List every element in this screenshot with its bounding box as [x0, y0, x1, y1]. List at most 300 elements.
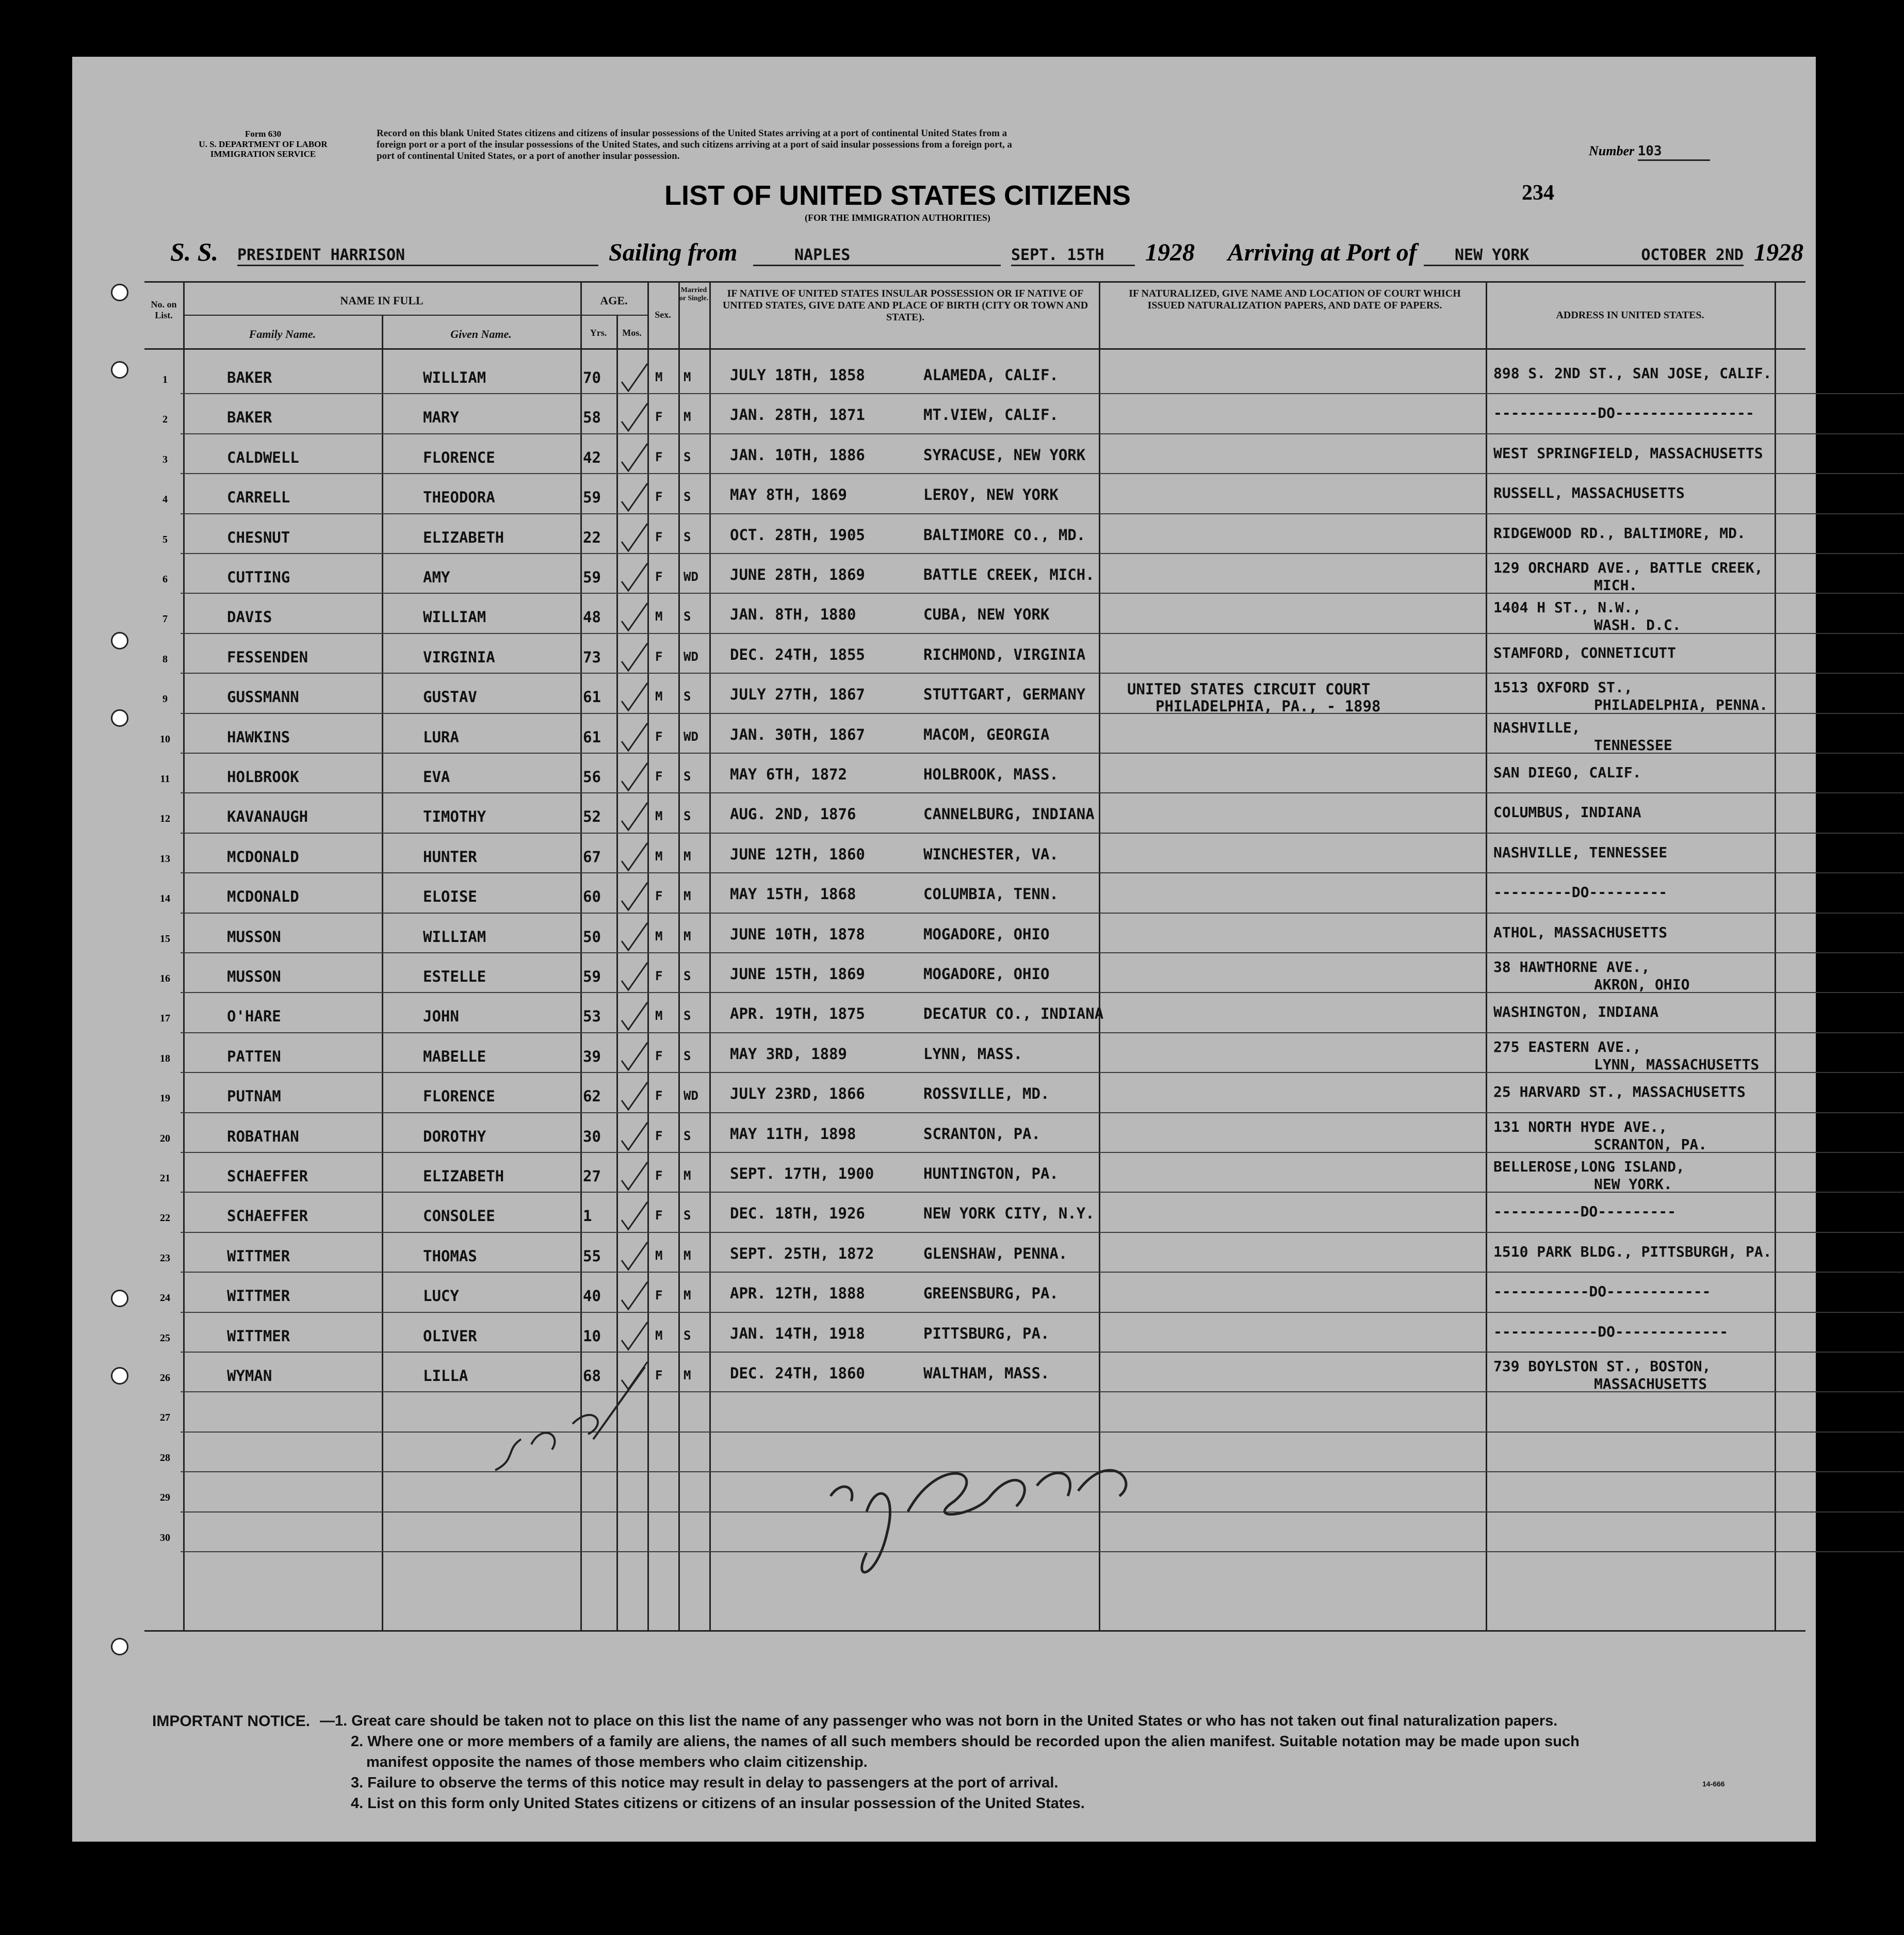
given-name: HUNTER [423, 848, 477, 866]
address-line-1: NASHVILLE, TENNESSEE [1493, 843, 1668, 861]
number-value: 103 [1638, 144, 1710, 161]
family-name: GUSSMANN [227, 688, 299, 706]
birth-date: APR. 19TH, 1875 [730, 1005, 865, 1023]
address-line-1: 131 NORTH HYDE AVE., [1493, 1118, 1668, 1135]
age-years: 39 [583, 1047, 601, 1065]
address-line-2: PHILADELPHIA, PENNA. [1594, 696, 1768, 714]
row-number: 29 [160, 1492, 170, 1504]
sailing-label: Sailing from [609, 239, 738, 266]
service: IMMIGRATION SERVICE [210, 149, 316, 159]
row-number: 30 [160, 1532, 170, 1543]
check-mark-icon [619, 1279, 650, 1315]
birth-date: JAN. 10TH, 1886 [730, 446, 865, 464]
birth-place: HOLBROOK, MASS. [923, 766, 1059, 783]
family-name: FESSENDEN [227, 648, 308, 666]
binder-hole [111, 361, 128, 379]
header-naturalized: IF NATURALIZED, GIVE NAME AND LOCATION OF COURT WHICH ISSUED NATURALIZATION PAPERS, AND DATE OF PAPERS. [1129, 288, 1461, 311]
birth-place: GLENSHAW, PENNA. [923, 1244, 1068, 1262]
sex: M [655, 809, 663, 824]
sex: F [655, 1048, 663, 1063]
inspector-signature [820, 1408, 1156, 1604]
address-line-1: STAMFORD, CONNETICUTT [1493, 644, 1677, 661]
marital-status: S [684, 769, 691, 784]
age-years: 56 [583, 768, 601, 786]
address-line-1: NASHVILLE, [1493, 719, 1581, 736]
form-subtitle: (FOR THE IMMIGRATION AUTHORITIES) [805, 213, 990, 223]
age-years: 68 [583, 1367, 601, 1385]
sex: F [655, 969, 663, 983]
age-years: 70 [583, 369, 601, 386]
birth-date: SEPT. 25TH, 1872 [730, 1244, 874, 1262]
binder-hole [111, 709, 128, 727]
notice-item-2-cont: manifest opposite the names of those members who claim citizenship. [366, 1754, 868, 1770]
age-years: 59 [583, 968, 601, 985]
sex: F [655, 889, 663, 904]
address-line-2: MICH. [1594, 577, 1638, 594]
age-years: 10 [583, 1327, 601, 1345]
row-number: 1 [162, 374, 168, 385]
given-name: MARY [423, 409, 459, 427]
birth-date: JUNE 12TH, 1860 [730, 845, 865, 863]
department: U. S. DEPARTMENT OF LABOR [199, 139, 328, 149]
given-name: LURA [423, 728, 459, 746]
address-line-1: 1513 OXFORD ST., [1493, 679, 1633, 696]
sex: F [655, 1088, 663, 1103]
given-name: CONSOLEE [423, 1207, 495, 1225]
marital-status: S [684, 490, 691, 505]
marital-status: M [684, 929, 691, 944]
address-line-1: BELLEROSE,LONG ISLAND, [1493, 1158, 1685, 1175]
marital-status: S [684, 529, 691, 544]
birth-date: JULY 18TH, 1858 [730, 366, 865, 384]
address-line-1: ----------DO--------- [1493, 1203, 1677, 1221]
marital-status: WD [684, 649, 698, 664]
notice-item-1: —1. Great care should be taken not to place on this list the name of any passenger who was not born in the United States or who has not taken out final naturalization papers. [320, 1713, 1558, 1729]
check-mark-icon [619, 361, 650, 397]
arriving-label: Arriving at Port of [1228, 239, 1417, 266]
row-number: 12 [160, 813, 170, 825]
marital-status: S [684, 1328, 691, 1343]
sex: M [655, 849, 663, 864]
birth-date: DEC. 18TH, 1926 [730, 1205, 865, 1223]
given-name: WILLIAM [423, 608, 486, 626]
address-line-1: ------------DO---------------- [1493, 404, 1754, 422]
binder-hole [111, 1638, 128, 1655]
check-mark-icon [619, 920, 650, 956]
instruction-line-1: Record on this blank United States citizens and citizens of insular possessions of the United States arriving at a port of continental United States from a [377, 128, 1007, 139]
age-years: 55 [583, 1247, 601, 1265]
age-years: 53 [583, 1007, 601, 1026]
given-name: ELOISE [423, 888, 477, 906]
col-rule [1775, 281, 1776, 1630]
row-number: 5 [162, 533, 168, 545]
given-name: GUSTAV [423, 688, 477, 706]
birth-place: NEW YORK CITY, N.Y. [923, 1205, 1095, 1223]
number-label: Number [1589, 143, 1635, 158]
table-bottom-rule [144, 1630, 1805, 1632]
row-number: 28 [160, 1452, 170, 1464]
row-number: 24 [160, 1292, 170, 1304]
col-rule [678, 281, 680, 1630]
marital-status: S [684, 969, 691, 983]
sex: M [655, 1248, 663, 1263]
age-years: 60 [583, 888, 601, 906]
marital-status: M [684, 889, 691, 904]
sex: F [655, 649, 663, 664]
address-line-1: 275 EASTERN AVE., [1493, 1038, 1641, 1055]
address-line-1: 1404 H ST., N.W., [1493, 599, 1641, 616]
age-years: 73 [583, 648, 601, 666]
address-line-1: ------------DO------------- [1493, 1323, 1729, 1340]
birth-date: JULY 27TH, 1867 [730, 686, 865, 704]
age-years: 59 [583, 568, 601, 586]
row-number: 8 [162, 653, 168, 665]
marital-status: M [684, 1288, 691, 1303]
col-rule [382, 315, 383, 1630]
header-family: Family Name. [249, 328, 316, 340]
family-name: WITTMER [227, 1327, 290, 1345]
notice-heading: IMPORTANT NOTICE. [152, 1713, 311, 1730]
row-rule [181, 1032, 1903, 1033]
row-number: 21 [160, 1173, 170, 1184]
family-name: CARRELL [227, 489, 290, 507]
row-number: 4 [162, 494, 168, 506]
row-number: 27 [160, 1412, 170, 1424]
check-mark-icon [619, 561, 650, 597]
row-number: 7 [162, 613, 168, 625]
family-name: SCHAEFFER [227, 1167, 308, 1185]
marital-status: M [684, 1248, 691, 1263]
birth-date: DEC. 24TH, 1860 [730, 1364, 865, 1382]
form-title: LIST OF UNITED STATES CITIZENS [664, 180, 1131, 211]
marital-status: S [684, 1009, 691, 1023]
col-rule [183, 281, 185, 1630]
family-name: CALDWELL [227, 448, 299, 466]
birth-place: LYNN, MASS. [923, 1045, 1023, 1063]
check-mark-icon [619, 401, 650, 437]
check-mark-icon [619, 1199, 650, 1235]
sex: F [655, 570, 663, 584]
family-name: BAKER [227, 409, 272, 427]
manifest-sheet [72, 57, 1816, 1842]
sex: F [655, 1128, 663, 1143]
ship-name: PRESIDENT HARRISON [237, 247, 598, 266]
row-number: 3 [162, 453, 168, 465]
row-number: 13 [160, 853, 170, 865]
family-name: MCDONALD [227, 848, 299, 866]
row-rule [181, 872, 1903, 873]
address-line-2: NEW YORK. [1594, 1176, 1672, 1193]
sail-year: 1928 [1145, 239, 1195, 266]
check-mark-icon [619, 521, 650, 557]
birth-place: CANNELBURG, INDIANA [923, 805, 1095, 823]
family-name: DAVIS [227, 608, 272, 626]
marital-status: S [684, 609, 691, 624]
row-rule [181, 393, 1903, 394]
given-name: AMY [423, 568, 450, 586]
notice-item-3: 3. Failure to observe the terms of this notice may result in delay to passengers at the port of arrival. [351, 1775, 1059, 1791]
family-name: WYMAN [227, 1367, 272, 1385]
sex: F [655, 1368, 663, 1383]
given-name: OLIVER [423, 1327, 477, 1345]
address-line-2: SCRANTON, PA. [1594, 1135, 1707, 1153]
address-line-1: 739 BOYLSTON ST., BOSTON, [1493, 1358, 1711, 1375]
age-years: 58 [583, 409, 601, 427]
row-rule [181, 553, 1903, 554]
table-top-rule [144, 281, 1805, 283]
check-mark-icon [619, 680, 650, 717]
check-mark-icon [619, 600, 650, 637]
row-rule [181, 1232, 1903, 1233]
check-mark-icon [619, 1120, 650, 1156]
naturalization-place-date: PHILADELPHIA, PA., - 1898 [1156, 697, 1381, 716]
row-number: 11 [160, 773, 170, 785]
family-name: O'HARE [227, 1007, 281, 1026]
row-number: 26 [160, 1372, 170, 1384]
birth-place: BATTLE CREEK, MICH. [923, 566, 1095, 583]
sail-date: SEPT. 15TH [1011, 247, 1135, 266]
given-name: FLORENCE [423, 1087, 495, 1105]
sex: M [655, 689, 663, 704]
address-line-1: WASHINGTON, INDIANA [1493, 1003, 1659, 1021]
address-line-1: RUSSELL, MASSACHUSETTS [1493, 484, 1685, 502]
birth-place: DECATUR CO., INDIANA [923, 1005, 1104, 1023]
port-from: NAPLES [753, 247, 1001, 266]
row-number: 25 [160, 1332, 170, 1344]
given-name: ESTELLE [423, 968, 486, 985]
sex: M [655, 370, 663, 384]
row-rule [181, 913, 1903, 914]
check-mark-icon [619, 1080, 650, 1116]
age-years: 61 [583, 728, 601, 746]
address-line-1: -----------DO------------ [1493, 1283, 1711, 1300]
sex: F [655, 1288, 663, 1303]
header-birth: IF NATIVE OF UNITED STATES INSULAR POSSESSION OR IF NATIVE OF UNITED STATES, GIVE DATE AND PLACE OF BIRTH (CITY OR TOWN AND STATE). [722, 288, 1088, 323]
row-number: 17 [160, 1013, 170, 1025]
marital-status: S [684, 809, 691, 824]
header-mos: Mos. [622, 328, 642, 338]
header-yrs: Yrs. [590, 328, 607, 338]
address-line-1: ---------DO--------- [1493, 884, 1668, 901]
check-mark-icon [619, 1240, 650, 1276]
port-to: NEW YORK [1424, 247, 1620, 266]
birth-date: MAY 3RD, 1889 [730, 1045, 847, 1063]
birth-date: AUG. 2ND, 1876 [730, 805, 856, 823]
birth-date: DEC. 24TH, 1855 [730, 645, 865, 663]
page-stamp: 234 [1522, 181, 1554, 205]
header-name-in-full: NAME IN FULL [340, 294, 424, 307]
given-name: WILLIAM [423, 928, 486, 946]
address-line-2: AKRON, OHIO [1594, 976, 1690, 993]
family-name: KAVANAUGH [227, 808, 308, 826]
sex: F [655, 410, 663, 425]
birth-date: MAY 11TH, 1898 [730, 1125, 856, 1143]
birth-date: SEPT. 17TH, 1900 [730, 1165, 874, 1182]
birth-date: JUNE 15TH, 1869 [730, 965, 865, 983]
birth-place: MOGADORE, OHIO [923, 925, 1050, 943]
given-name: VIRGINIA [423, 648, 495, 666]
family-name: CUTTING [227, 568, 290, 586]
birth-place: MOGADORE, OHIO [923, 965, 1050, 983]
birth-date: MAY 15TH, 1868 [730, 885, 856, 903]
given-name: TIMOTHY [423, 808, 486, 826]
address-line-2: LYNN, MASSACHUSETTS [1594, 1055, 1760, 1073]
family-name: SCHAEFFER [227, 1207, 308, 1225]
birth-place: HUNTINGTON, PA. [923, 1165, 1059, 1182]
sex: M [655, 1328, 663, 1343]
given-name: LUCY [423, 1287, 459, 1305]
row-rule [181, 1272, 1903, 1273]
birth-date: OCT. 28TH, 1905 [730, 526, 865, 544]
birth-date: JULY 23RD, 1866 [730, 1085, 865, 1103]
address-line-1: 1510 PARK BLDG., PITTSBURGH, PA. [1493, 1243, 1772, 1260]
check-mark-icon [619, 1160, 650, 1196]
check-mark-icon [619, 481, 650, 517]
given-name: FLORENCE [423, 448, 495, 466]
age-years: 52 [583, 808, 601, 826]
check-mark-icon [619, 840, 650, 876]
marital-status: S [684, 449, 691, 464]
marital-status: S [684, 689, 691, 704]
address-line-1: ATHOL, MASSACHUSETTS [1493, 923, 1668, 941]
family-name: PATTEN [227, 1047, 281, 1065]
birth-place: MACOM, GEORGIA [923, 725, 1050, 743]
row-rule [181, 673, 1903, 674]
binder-hole [111, 632, 128, 649]
given-name: LILLA [423, 1367, 468, 1385]
header-address: ADDRESS IN UNITED STATES. [1556, 310, 1704, 321]
marital-status: M [684, 1168, 691, 1183]
given-name: JOHN [423, 1007, 459, 1026]
header-no: No. on List. [151, 299, 177, 320]
age-years: 67 [583, 848, 601, 866]
table-header-rule [144, 348, 1805, 350]
row-number: 22 [160, 1212, 170, 1224]
family-name: WITTMER [227, 1247, 290, 1265]
given-name: MABELLE [423, 1047, 486, 1065]
birth-date: APR. 12TH, 1888 [730, 1284, 865, 1303]
row-number: 10 [160, 733, 170, 745]
sex: F [655, 1208, 663, 1223]
birth-place: LEROY, NEW YORK [923, 486, 1059, 504]
address-line-1: 38 HAWTHORNE AVE., [1493, 958, 1650, 975]
row-number: 23 [160, 1252, 170, 1264]
header-age: AGE. [600, 294, 628, 307]
row-rule [181, 792, 1903, 793]
marital-status: WD [684, 1088, 698, 1103]
instruction-line-3: port of continental United States, or a port of another insular possession. [377, 150, 680, 161]
birth-place: STUTTGART, GERMANY [923, 686, 1086, 704]
given-name: WILLIAM [423, 369, 486, 386]
col-rule [1486, 281, 1487, 1630]
notice-item-2: 2. Where one or more members of a family are aliens, the names of all such members should be recorded upon the alien manifest. Suitable notation may be made upon such [351, 1733, 1580, 1750]
marital-status: WD [684, 729, 698, 744]
row-number: 16 [160, 973, 170, 984]
sub-rule [183, 315, 647, 316]
row-number: 18 [160, 1052, 170, 1064]
col-rule [709, 281, 711, 1630]
sex: F [655, 729, 663, 744]
check-mark-icon [619, 441, 650, 477]
given-name: THOMAS [423, 1247, 477, 1265]
sex: M [655, 609, 663, 624]
check-mark-icon [619, 880, 650, 916]
age-years: 40 [583, 1287, 601, 1305]
row-number: 15 [160, 933, 170, 945]
row-rule [181, 473, 1903, 474]
family-name: BAKER [227, 369, 272, 386]
family-name: MUSSON [227, 968, 281, 985]
address-line-1: RIDGEWOOD RD., BALTIMORE, MD. [1493, 524, 1746, 542]
birth-place: PITTSBURG, PA. [923, 1324, 1050, 1342]
age-years: 61 [583, 688, 601, 706]
address-line-1: WEST SPRINGFIELD, MASSACHUSETTS [1493, 444, 1763, 462]
sex: F [655, 1168, 663, 1183]
family-name: WITTMER [227, 1287, 290, 1305]
address-line-1: 25 HARVARD ST., MASSACHUSETTS [1493, 1083, 1746, 1101]
instruction-line-2: foreign port or a port of the insular possessions of the United States, and such citizens arriving at a port of said insular possessions from a foreign port, a [377, 139, 1012, 150]
birth-place: ROSSVILLE, MD. [923, 1085, 1050, 1103]
family-name: HOLBROOK [227, 768, 299, 786]
row-rule [181, 1352, 1903, 1353]
marital-status: S [684, 1128, 691, 1143]
given-name: ELIZABETH [423, 1167, 505, 1185]
form-number: Form 630 [245, 129, 282, 139]
row-number: 19 [160, 1093, 170, 1104]
birth-place: WINCHESTER, VA. [923, 845, 1059, 863]
given-name: DOROTHY [423, 1127, 486, 1145]
age-years: 62 [583, 1087, 601, 1105]
check-mark-icon [619, 641, 650, 677]
age-years: 1 [583, 1207, 592, 1225]
birth-date: MAY 6TH, 1872 [730, 766, 847, 783]
arrive-date: OCTOBER 2ND [1620, 247, 1744, 266]
birth-date: JAN. 28TH, 1871 [730, 406, 865, 424]
check-mark-icon [619, 1040, 650, 1076]
notice-item-4: 4. List on this form only United States citizens or citizens of an insular possession of the United States. [351, 1795, 1085, 1812]
age-years: 30 [583, 1127, 601, 1145]
sex: F [655, 529, 663, 544]
check-mark-icon [619, 1000, 650, 1036]
birth-date: JAN. 8TH, 1880 [730, 606, 856, 624]
header-sex: Sex. [655, 310, 671, 320]
binder-hole [111, 284, 128, 301]
row-rule [181, 513, 1903, 514]
check-mark-icon [619, 721, 650, 757]
birth-place: BALTIMORE CO., MD. [923, 526, 1086, 544]
age-years: 42 [583, 448, 601, 466]
birth-place: CUBA, NEW YORK [923, 606, 1050, 624]
birth-date: JAN. 14TH, 1918 [730, 1324, 865, 1342]
address-line-2: MASSACHUSETTS [1594, 1375, 1707, 1392]
given-name: EVA [423, 768, 450, 786]
address-line-1: SAN DIEGO, CALIF. [1493, 764, 1641, 781]
sex: F [655, 449, 663, 464]
row-rule [181, 433, 1903, 434]
birth-date: JAN. 30TH, 1867 [730, 725, 865, 743]
given-name: THEODORA [423, 489, 495, 507]
birth-place: MT.VIEW, CALIF. [923, 406, 1059, 424]
birth-date: MAY 8TH, 1869 [730, 486, 847, 504]
check-mark-icon [619, 800, 650, 836]
family-name: MUSSON [227, 928, 281, 946]
birth-place: SYRACUSE, NEW YORK [923, 446, 1086, 464]
header-given: Given Name. [450, 328, 512, 340]
row-number: 9 [162, 693, 168, 705]
given-name: ELIZABETH [423, 528, 505, 546]
row-rule [181, 593, 1903, 594]
family-name: HAWKINS [227, 728, 290, 746]
